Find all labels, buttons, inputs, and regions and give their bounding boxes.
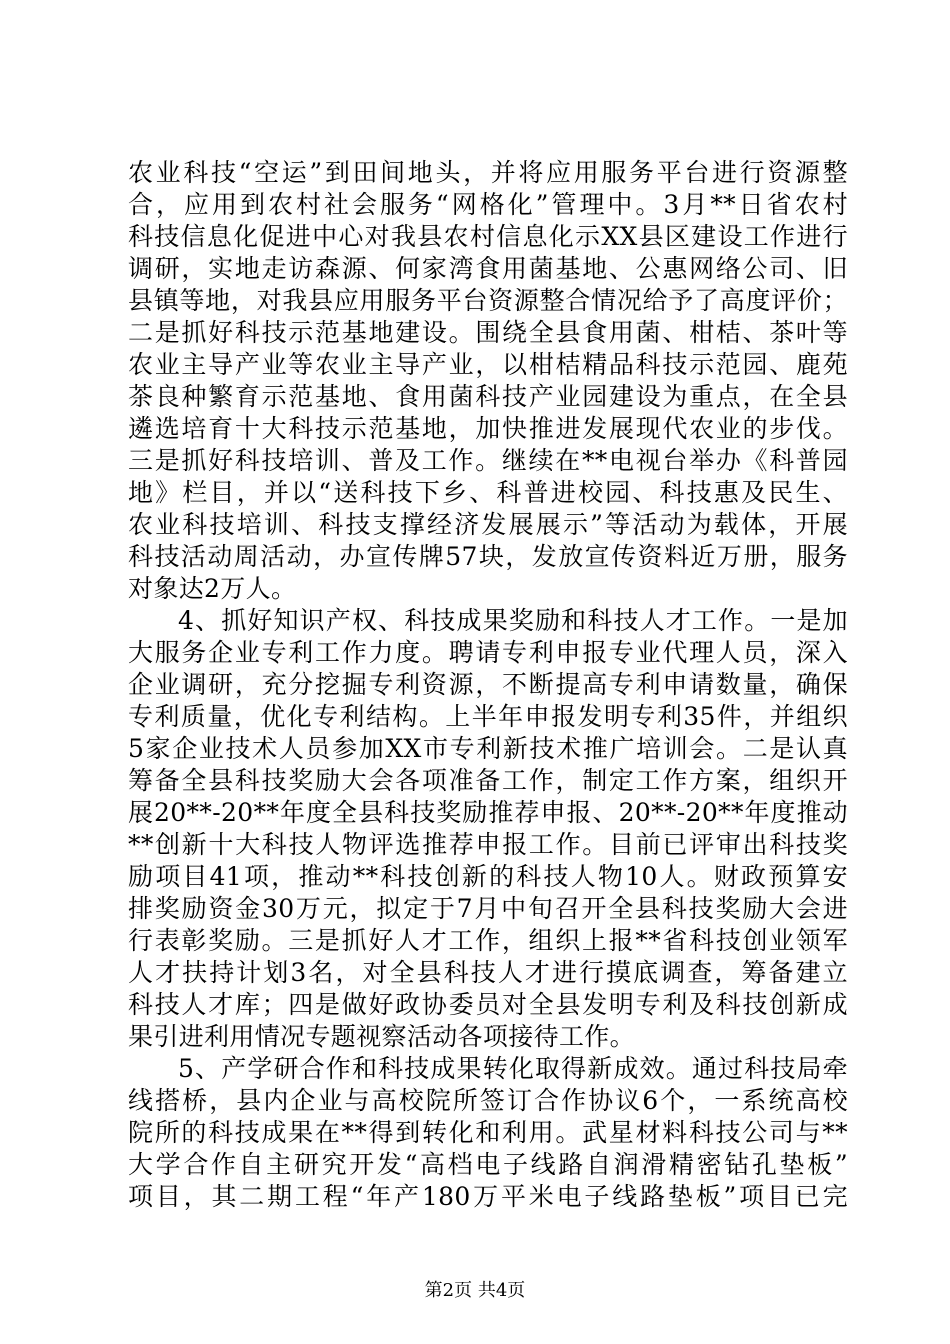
text-line: 院所的科技成果在**得到转化和利用。武星材料科技公司与** [128, 1118, 848, 1147]
text-line: 合，应用到农村社会服务“网格化”管理中。3月**日省农村 [128, 190, 848, 219]
text-line: 科技人才库；四是做好政协委员对全县发明专利及科技创新成 [128, 990, 848, 1019]
text-line: 三是抓好科技培训、普及工作。继续在**电视台举办《科普园 [128, 446, 848, 475]
text-line: 地》栏目，并以“送科技下乡、科普进校园、科技惠及民生、 [128, 478, 848, 507]
text-line: 茶良种繁育示范基地、食用菌科技产业园建设为重点，在全县 [128, 382, 848, 411]
text-line: 5、产学研合作和科技成果转化取得新成效。通过科技局牵 [178, 1054, 848, 1083]
text-line: 人才扶持计划3名，对全县科技人才进行摸底调查，筹备建立 [128, 958, 848, 987]
text-line: 项目，其二期工程“年产180万平米电子线路垫板”项目已完 [128, 1182, 848, 1211]
text-line: 5家企业技术人员参加XX市专利新技术推广培训会。二是认真 [128, 734, 848, 763]
text-line: 调研，实地走访森源、何家湾食用菌基地、公惠网络公司、旧 [128, 254, 848, 283]
document-body [128, 157, 848, 1213]
text-line: 遴选培育十大科技示范基地，加快推进发展现代农业的步伐。 [128, 414, 848, 443]
text-line: 科技信息化促进中心对我县农村信息化示XX县区建设工作进行 [128, 222, 848, 251]
text-line: **创新十大科技人物评选推荐申报工作。目前已评审出科技奖 [128, 830, 848, 859]
text-line: 大服务企业专利工作力度。聘请专利申报专业代理人员，深入 [128, 638, 848, 667]
text-line: 农业科技“空运”到田间地头，并将应用服务平台进行资源整 [128, 158, 848, 187]
text-line: 农业科技培训、科技支撑经济发展展示”等活动为载体，开展 [128, 510, 848, 539]
text-line: 排奖励资金30万元，拟定于7月中旬召开全县科技奖励大会进 [128, 894, 848, 923]
page-number-footer: 第2页 共4页 [424, 1280, 526, 1301]
text-line: 大学合作自主研究开发“高档电子线路自润滑精密钻孔垫板” [128, 1150, 848, 1179]
text-line: 对象达2万人。 [128, 574, 297, 603]
text-line: 励项目41项，推动**科技创新的科技人物10人。财政预算安 [128, 862, 848, 891]
text-line: 果引进利用情况专题视察活动各项接待工作。 [128, 1022, 636, 1051]
text-line: 科技活动周活动，办宣传牌57块，发放宣传资料近万册，服务 [128, 542, 848, 571]
text-line: 二是抓好科技示范基地建设。围绕全县食用菌、柑桔、茶叶等 [128, 318, 848, 347]
text-line: 县镇等地，对我县应用服务平台资源整合情况给予了高度评价； [128, 286, 848, 315]
text-line: 农业主导产业等农业主导产业，以柑桔精品科技示范园、鹿苑 [128, 350, 848, 379]
text-line: 筹备全县科技奖励大会各项准备工作，制定工作方案，组织开 [128, 766, 848, 795]
text-line: 4、抓好知识产权、科技成果奖励和科技人才工作。一是加 [178, 606, 848, 635]
text-line: 线搭桥，县内企业与高校院所签订合作协议6个，一系统高校 [128, 1086, 848, 1115]
text-line: 专利质量，优化专利结构。上半年申报发明专利35件，并组织 [128, 702, 848, 731]
text-line: 行表彰奖励。三是抓好人才工作，组织上报**省科技创业领军 [128, 926, 848, 955]
text-line: 企业调研，充分挖掘专利资源，不断提高专利申请数量，确保 [128, 670, 848, 699]
text-line: 展20**-20**年度全县科技奖励推荐申报、20**-20**年度推动 [128, 798, 848, 827]
